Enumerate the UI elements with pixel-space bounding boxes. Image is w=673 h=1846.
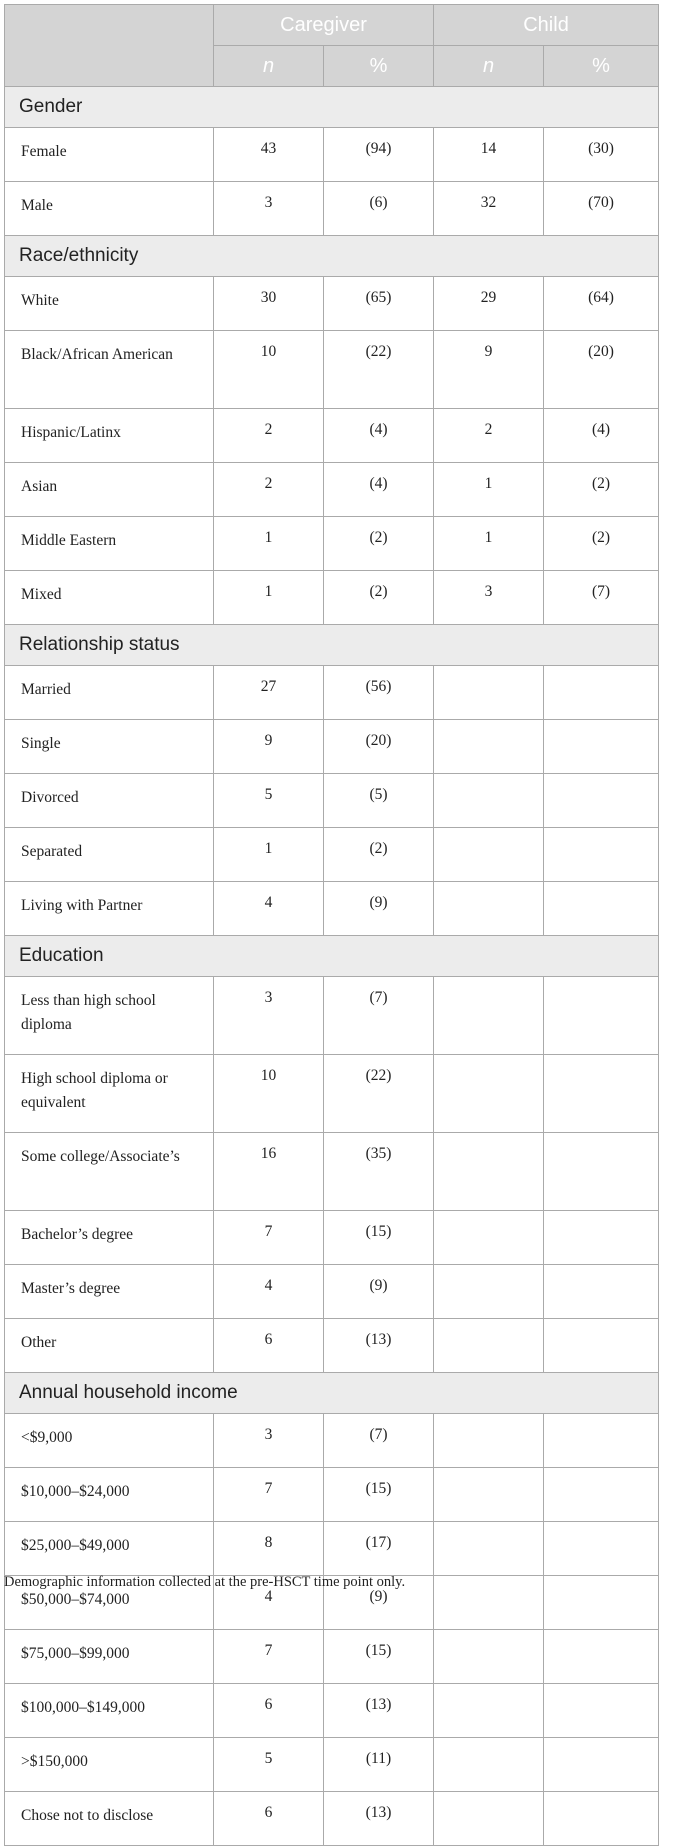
header-child: Child <box>434 5 659 46</box>
caregiver-pct-cell: (11) <box>324 1738 434 1792</box>
child-n-cell: 3 <box>434 571 544 625</box>
caregiver-n-cell: 27 <box>214 666 324 720</box>
caregiver-n-cell: 3 <box>214 182 324 236</box>
caregiver-n-cell: 4 <box>214 1265 324 1319</box>
child-pct-cell <box>544 1522 659 1576</box>
table-row <box>5 1468 659 1522</box>
child-pct-cell: (70) <box>544 182 659 236</box>
caregiver-pct-cell: (2) <box>324 517 434 571</box>
child-pct-cell <box>544 1630 659 1684</box>
caregiver-n-cell: 1 <box>214 571 324 625</box>
caregiver-pct-cell: (2) <box>324 571 434 625</box>
child-pct-cell <box>544 1576 659 1630</box>
header-caregiver: Caregiver <box>214 5 434 46</box>
caregiver-n-cell: 3 <box>214 977 324 1055</box>
child-n-cell <box>434 1738 544 1792</box>
caregiver-pct-cell: (56) <box>324 666 434 720</box>
caregiver-pct-cell: (22) <box>324 331 434 409</box>
caregiver-pct-cell: (94) <box>324 128 434 182</box>
child-n-cell <box>434 1319 544 1373</box>
child-n-cell: 14 <box>434 128 544 182</box>
caregiver-n-cell: 8 <box>214 1522 324 1576</box>
caregiver-n-cell: 10 <box>214 1055 324 1133</box>
caregiver-pct-cell: (35) <box>324 1133 434 1211</box>
caregiver-pct-cell: (2) <box>324 828 434 882</box>
caregiver-pct-cell: (65) <box>324 277 434 331</box>
header-blank-cell <box>5 5 214 87</box>
caregiver-pct-cell: (13) <box>324 1684 434 1738</box>
child-n-cell: 1 <box>434 463 544 517</box>
child-n-cell <box>434 666 544 720</box>
child-n-cell <box>434 1792 544 1846</box>
child-n-cell <box>434 1211 544 1265</box>
caregiver-n-cell: 10 <box>214 331 324 409</box>
child-pct-cell <box>544 1414 659 1468</box>
child-pct-cell <box>544 1792 659 1846</box>
section-header-row <box>5 936 659 977</box>
row-label: Separated <box>5 828 214 882</box>
table-row <box>5 1630 659 1684</box>
child-n-cell <box>434 1576 544 1630</box>
child-pct-cell <box>544 1684 659 1738</box>
row-label: Hispanic/Latinx <box>5 409 214 463</box>
caregiver-n-cell: 4 <box>214 882 324 936</box>
row-label: Some college/Associate’s <box>5 1133 214 1211</box>
caregiver-n-cell: 7 <box>214 1211 324 1265</box>
child-pct-cell <box>544 1211 659 1265</box>
section-title: Annual household income <box>5 1373 659 1414</box>
caregiver-pct-cell: (5) <box>324 774 434 828</box>
table-row <box>5 1319 659 1373</box>
child-pct-cell <box>544 666 659 720</box>
child-pct-cell: (2) <box>544 463 659 517</box>
child-pct-cell <box>544 977 659 1055</box>
header-caregiver-n: n <box>214 46 324 87</box>
caregiver-pct-cell: (13) <box>324 1319 434 1373</box>
row-label: $100,000–$149,000 <box>5 1684 214 1738</box>
child-pct-cell <box>544 882 659 936</box>
child-n-cell <box>434 1265 544 1319</box>
table-row <box>5 828 659 882</box>
row-label: $25,000–$49,000 <box>5 1522 214 1576</box>
caregiver-pct-cell: (9) <box>324 1265 434 1319</box>
caregiver-pct-cell: (6) <box>324 182 434 236</box>
row-label: Master’s degree <box>5 1265 214 1319</box>
header-caregiver-pct: % <box>324 46 434 87</box>
child-pct-cell <box>544 1319 659 1373</box>
caregiver-n-cell: 1 <box>214 517 324 571</box>
table-row <box>5 1738 659 1792</box>
table-row <box>5 1414 659 1468</box>
child-pct-cell <box>544 1055 659 1133</box>
table-row <box>5 977 659 1055</box>
caregiver-n-cell: 9 <box>214 720 324 774</box>
section-header-row <box>5 87 659 128</box>
table-row <box>5 1055 659 1133</box>
child-n-cell <box>434 1055 544 1133</box>
child-n-cell <box>434 1414 544 1468</box>
row-label: Single <box>5 720 214 774</box>
row-label: Black/African American <box>5 331 214 409</box>
caregiver-n-cell: 16 <box>214 1133 324 1211</box>
row-label: Asian <box>5 463 214 517</box>
caregiver-pct-cell: (4) <box>324 409 434 463</box>
section-title: Education <box>5 936 659 977</box>
caregiver-n-cell: 6 <box>214 1792 324 1846</box>
table-row <box>5 182 659 236</box>
row-label: High school diploma or equivalent <box>5 1055 214 1133</box>
child-n-cell <box>434 1684 544 1738</box>
caregiver-pct-cell: (4) <box>324 463 434 517</box>
table-row <box>5 128 659 182</box>
caregiver-n-cell: 7 <box>214 1468 324 1522</box>
demographics-table-wrapper <box>4 4 658 1846</box>
child-pct-cell <box>544 774 659 828</box>
child-n-cell: 32 <box>434 182 544 236</box>
table-row <box>5 517 659 571</box>
row-label: Living with Partner <box>5 882 214 936</box>
child-pct-cell <box>544 720 659 774</box>
caregiver-pct-cell: (22) <box>324 1055 434 1133</box>
caregiver-pct-cell: (15) <box>324 1211 434 1265</box>
child-n-cell <box>434 977 544 1055</box>
caregiver-n-cell: 2 <box>214 463 324 517</box>
table-footnote: Demographic information collected at the pre-HSCT time point only. <box>4 1574 406 1590</box>
child-n-cell <box>434 720 544 774</box>
caregiver-n-cell: 6 <box>214 1684 324 1738</box>
table-row <box>5 1522 659 1576</box>
row-label: Mixed <box>5 571 214 625</box>
child-n-cell <box>434 774 544 828</box>
row-label: Divorced <box>5 774 214 828</box>
caregiver-pct-cell: (9) <box>324 882 434 936</box>
section-title: Relationship status <box>5 625 659 666</box>
caregiver-pct-cell: (7) <box>324 1414 434 1468</box>
child-n-cell <box>434 1133 544 1211</box>
child-pct-cell: (2) <box>544 517 659 571</box>
table-row <box>5 277 659 331</box>
child-pct-cell <box>544 828 659 882</box>
row-label: <$9,000 <box>5 1414 214 1468</box>
caregiver-pct-cell: (20) <box>324 720 434 774</box>
caregiver-pct-cell: (15) <box>324 1468 434 1522</box>
section-header-row <box>5 1373 659 1414</box>
caregiver-pct-cell: (9) <box>324 1576 434 1630</box>
table-row <box>5 331 659 409</box>
row-label: Bachelor’s degree <box>5 1211 214 1265</box>
table-row <box>5 1133 659 1211</box>
caregiver-n-cell: 6 <box>214 1319 324 1373</box>
child-n-cell: 2 <box>434 409 544 463</box>
table-row <box>5 774 659 828</box>
caregiver-n-cell: 1 <box>214 828 324 882</box>
row-label: $50,000–$74,000 <box>5 1576 214 1630</box>
table-row <box>5 882 659 936</box>
table-row <box>5 463 659 517</box>
child-pct-cell: (4) <box>544 409 659 463</box>
child-n-cell: 29 <box>434 277 544 331</box>
child-n-cell <box>434 882 544 936</box>
child-pct-cell: (64) <box>544 277 659 331</box>
row-label: Less than high school diploma <box>5 977 214 1055</box>
row-label: >$150,000 <box>5 1738 214 1792</box>
section-title: Race/ethnicity <box>5 236 659 277</box>
child-pct-cell: (7) <box>544 571 659 625</box>
child-n-cell <box>434 828 544 882</box>
child-n-cell <box>434 1468 544 1522</box>
caregiver-pct-cell: (13) <box>324 1792 434 1846</box>
caregiver-n-cell: 3 <box>214 1414 324 1468</box>
table-row <box>5 1684 659 1738</box>
caregiver-n-cell: 43 <box>214 128 324 182</box>
table-header <box>5 5 659 87</box>
child-n-cell <box>434 1630 544 1684</box>
child-pct-cell: (30) <box>544 128 659 182</box>
caregiver-n-cell: 2 <box>214 409 324 463</box>
row-label: Middle Eastern <box>5 517 214 571</box>
table-row <box>5 1265 659 1319</box>
caregiver-n-cell: 5 <box>214 774 324 828</box>
section-header-row <box>5 625 659 666</box>
child-pct-cell <box>544 1738 659 1792</box>
child-n-cell <box>434 1522 544 1576</box>
child-pct-cell: (20) <box>544 331 659 409</box>
caregiver-n-cell: 5 <box>214 1738 324 1792</box>
child-n-cell: 9 <box>434 331 544 409</box>
child-pct-cell <box>544 1468 659 1522</box>
section-header-row <box>5 236 659 277</box>
row-label: Other <box>5 1319 214 1373</box>
caregiver-n-cell: 4 <box>214 1576 324 1630</box>
header-child-pct: % <box>544 46 659 87</box>
caregiver-pct-cell: (15) <box>324 1630 434 1684</box>
table-row <box>5 409 659 463</box>
child-pct-cell <box>544 1265 659 1319</box>
row-label: Female <box>5 128 214 182</box>
row-label: White <box>5 277 214 331</box>
demographics-table <box>4 4 659 1846</box>
row-label: Chose not to disclose <box>5 1792 214 1846</box>
caregiver-n-cell: 30 <box>214 277 324 331</box>
section-title: Gender <box>5 87 659 128</box>
child-pct-cell <box>544 1133 659 1211</box>
table-row <box>5 666 659 720</box>
header-child-n: n <box>434 46 544 87</box>
row-label: Male <box>5 182 214 236</box>
caregiver-pct-cell: (17) <box>324 1522 434 1576</box>
row-label: $75,000–$99,000 <box>5 1630 214 1684</box>
child-n-cell: 1 <box>434 517 544 571</box>
table-row <box>5 720 659 774</box>
row-label: $10,000–$24,000 <box>5 1468 214 1522</box>
caregiver-n-cell: 7 <box>214 1630 324 1684</box>
table-row <box>5 571 659 625</box>
table-row <box>5 1211 659 1265</box>
row-label: Married <box>5 666 214 720</box>
caregiver-pct-cell: (7) <box>324 977 434 1055</box>
table-row <box>5 1792 659 1846</box>
